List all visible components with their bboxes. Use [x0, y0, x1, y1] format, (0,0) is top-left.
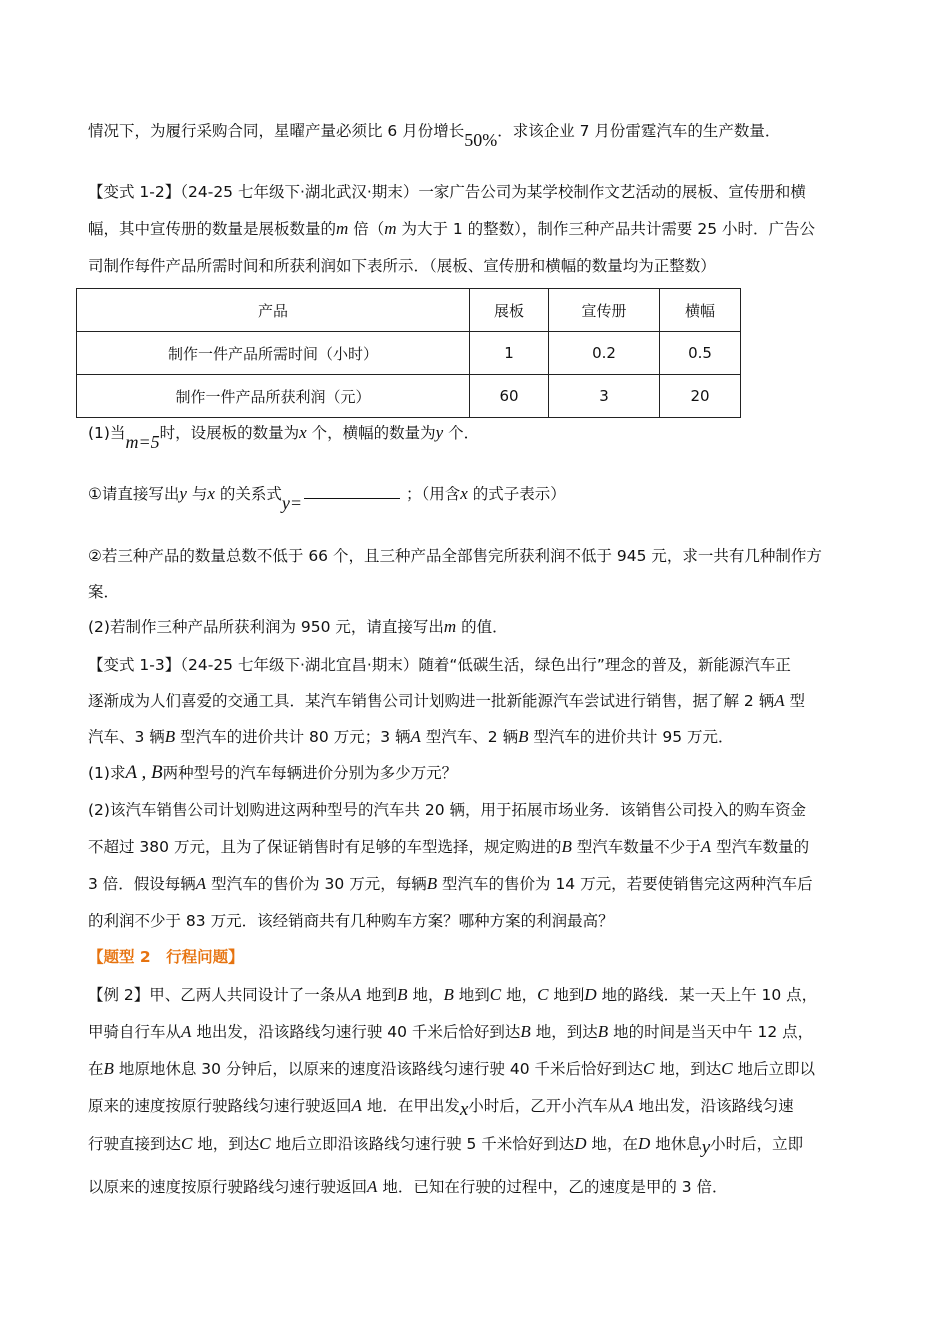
variable-b: B — [520, 1022, 531, 1041]
formula-text: m=5 — [125, 432, 160, 452]
paragraph-text: 小时后，立即 — [710, 1135, 804, 1153]
question-1-2-line-1 — [88, 545, 822, 567]
paragraph-text: (1)求 — [88, 764, 126, 782]
variant-tag: 【变式 1-2】 — [88, 183, 181, 201]
variable-x: x — [207, 484, 215, 503]
formula-m-equals-5 — [125, 432, 159, 452]
paragraph-text: 地，在 — [586, 1135, 639, 1153]
table-cell: 制作一件产品所需时间（小时） — [77, 332, 470, 375]
table-cell: 20 — [660, 375, 741, 418]
variable-a: A — [367, 1177, 378, 1196]
paragraph-text: 不超过 380 万元，且为了保证销售时有足够的车型选择，规定购进的 — [88, 838, 562, 856]
variable-m: m — [443, 617, 457, 636]
paragraph-text: 地休息 — [650, 1135, 702, 1153]
variable-y: y — [701, 1137, 711, 1158]
paragraph-text: 地到 — [548, 986, 585, 1004]
variable-c: C — [721, 1059, 733, 1078]
question-1-1 — [88, 482, 566, 513]
variant-1-2-line-2 — [88, 218, 815, 240]
variable-x: x — [460, 484, 468, 503]
variant-1-3-question-2-line-2 — [88, 836, 809, 858]
table-cell: 3 — [549, 375, 660, 418]
paragraph-text: ②若三种产品的数量总数不低于 66 个，且三种产品全部售完所获利润不低于 945 元，求一共有几种制作方 — [88, 547, 822, 565]
paragraph-text: 逐渐成为人们喜爱的交通工具．某汽车销售公司计划购进一批新能源汽车尝试进行销售，据了解 2 辆 — [88, 692, 775, 710]
table-header-cell: 横幅 — [660, 289, 741, 332]
section-title: 【题型 2 行程问题】 — [88, 948, 244, 966]
paragraph-text: 地， — [407, 986, 444, 1004]
variable-c: C — [537, 985, 549, 1004]
table-header-cell: 宣传册 — [549, 289, 660, 332]
paragraph-text: (1)当 — [88, 424, 126, 442]
paragraph-text: 幅，其中宣传册的数量是展板数量的 — [88, 220, 337, 238]
paragraph-text: 个． — [443, 424, 480, 442]
variable-m: m — [384, 219, 397, 238]
table-cell: 0.2 — [549, 332, 660, 375]
paragraph-text: 地，到达 — [530, 1023, 598, 1041]
paragraph-text: 地出发，沿该路线匀速行驶 40 千米后恰好到达 — [191, 1023, 521, 1041]
variable-d: D — [584, 985, 597, 1004]
paragraph-text: 为大于 1 的整数），制作三种产品共计需要 25 小时．广告公 — [396, 220, 815, 238]
variable-c: C — [181, 1134, 193, 1153]
table-cell: 60 — [470, 375, 549, 418]
paragraph-text: 型汽车的进价共计 95 万元． — [528, 728, 734, 746]
paragraph-text: ①请直接写出 — [88, 485, 180, 503]
variable-a: A — [181, 1022, 192, 1041]
variable-a: A — [195, 874, 207, 893]
example-tag: 【例 2】 — [88, 986, 150, 1004]
variable-a: A — [623, 1096, 634, 1115]
variable-y: y — [179, 484, 187, 503]
example-2-line-6 — [88, 1176, 728, 1198]
variable-b: B — [561, 837, 572, 856]
paragraph-text: 地后立即以 — [732, 1060, 816, 1078]
paragraph-text: (2)若制作三种产品所获利润为 950 元，请直接写出 — [88, 618, 444, 636]
paragraph-text: 的关系式 — [214, 485, 282, 503]
variable-a: A — [700, 837, 712, 856]
paragraph-text: 倍（ — [348, 220, 385, 238]
variable-a: A — [350, 985, 362, 1004]
variant-1-3-line-3 — [88, 726, 734, 748]
formula-y-equals — [282, 493, 302, 513]
paragraph-text: 3 倍．假设每辆 — [88, 875, 196, 893]
variable-c: C — [259, 1134, 271, 1153]
section-heading-travel — [88, 946, 244, 968]
variant-1-3-question-2-line-3 — [88, 873, 813, 895]
question-1 — [88, 421, 480, 452]
paragraph-text: 小时后，乙开小汽车从 — [468, 1097, 624, 1115]
variable-a: A — [351, 1096, 362, 1115]
paragraph-text: ；（用含 — [406, 485, 461, 503]
paragraph-text: （24-25 七年级下·湖北宜昌·期末）随着“低碳生活，绿色出行”理念的普及，新能源汽车正 — [180, 656, 791, 674]
paragraph-text: 的利润不少于 83 万元．该经销商共有几种购车方案？哪种方案的利润最高？ — [88, 912, 614, 930]
variable-a: A — [410, 727, 421, 746]
paragraph-text: 型汽车的售价为 30 万元，每辆 — [206, 875, 427, 893]
example-2-line-2 — [88, 1021, 813, 1043]
variable-y: y — [435, 423, 444, 442]
paragraph-text: 型汽车数量的 — [711, 838, 810, 856]
example-2-line-3 — [88, 1058, 815, 1080]
table-row — [77, 332, 741, 375]
variable-b: B — [443, 985, 454, 1004]
variable-c: C — [643, 1059, 655, 1078]
paragraph-text: 地原地休息 30 分钟后，以原来的速度沿该路线匀速行驶 40 千米后恰好到达 — [113, 1060, 643, 1078]
paragraph-text: 以原来的速度按原行驶路线匀速行驶返回 — [88, 1178, 368, 1196]
paragraph-text: 地出发，沿该路线匀速 — [633, 1097, 794, 1115]
paragraph-text: 两种型号的汽车每辆进价分别为多少万元？ — [162, 764, 458, 782]
percent-formula: 50% — [464, 130, 498, 150]
product-table — [76, 288, 741, 418]
example-2-line-4 — [88, 1095, 794, 1120]
paragraph-text: 在 — [88, 1060, 104, 1078]
paragraph-text: 原来的速度按原行驶路线匀速行驶返回 — [88, 1097, 352, 1115]
paragraph-text: 的值． — [456, 618, 508, 636]
variable-c: C — [489, 985, 502, 1004]
table-cell: 0.5 — [660, 332, 741, 375]
paragraph-text: 司制作每件产品所需时间和所获利润如下表所示．（展板、宣传册和横幅的数量均为正整数） — [88, 257, 716, 275]
intro-paragraph — [88, 119, 781, 150]
paragraph-text: 型汽车数量不少于 — [571, 838, 701, 856]
paragraph-text: 地，到达 — [192, 1135, 260, 1153]
paragraph-text: 甲、乙两人共同设计了一条从 — [149, 986, 351, 1004]
question-1-2-line-2 — [88, 581, 119, 603]
table-header-row — [77, 289, 741, 332]
table-row — [77, 375, 741, 418]
paragraph-text: 汽车、3 辆 — [88, 728, 165, 746]
example-2-line-1 — [88, 984, 817, 1006]
intro-text-end: ．求该企业 7 月份雷霆汽车的生产数量． — [497, 122, 781, 140]
paragraph-text: 案． — [88, 583, 120, 601]
paragraph-text: 型 — [784, 692, 806, 710]
paragraph-text: (2)该汽车销售公司计划购进这两种型号的汽车共 20 辆，用于拓展市场业务．该销售公司投入的购车资金 — [88, 801, 807, 819]
variable-b: B — [426, 874, 438, 893]
paragraph-text: 地， — [501, 986, 538, 1004]
table-header-cell: 展板 — [470, 289, 549, 332]
paragraph-text: 个，横幅的数量为 — [306, 424, 436, 442]
paragraph-text: 型汽车的进价共计 80 万元；3 辆 — [175, 728, 411, 746]
formula-a-b: A , B — [125, 762, 163, 783]
intro-text: 情况下，为履行采购合同，星曜产量必须比 6 月份增长 — [88, 122, 465, 140]
paragraph-text: 地．在甲出发 — [361, 1097, 460, 1115]
question-2 — [88, 616, 508, 638]
paragraph-text: 的式子表示） — [467, 485, 566, 503]
variable-m: m — [336, 219, 349, 238]
answer-blank — [304, 483, 400, 499]
variant-1-2-line-1 — [88, 181, 806, 203]
paragraph-text: 时，设展板的数量为 — [159, 424, 300, 442]
paragraph-text: 地，到达 — [654, 1060, 722, 1078]
paragraph-text: 地到 — [453, 986, 490, 1004]
paragraph-text: 型汽车、2 辆 — [420, 728, 519, 746]
paragraph-text: 行驶直接到达 — [88, 1135, 182, 1153]
variant-1-3-question-1 — [88, 762, 457, 784]
variant-1-3-line-1 — [88, 654, 791, 676]
variant-1-3-question-2-line-4 — [88, 910, 614, 932]
formula-text: y= — [281, 493, 303, 513]
table-cell: 1 — [470, 332, 549, 375]
variable-b: B — [164, 727, 176, 746]
example-2-line-5 — [88, 1133, 804, 1158]
variable-d: D — [638, 1134, 651, 1153]
paragraph-text: 型汽车的售价为 14 万元，若要使销售完这两种汽车后 — [437, 875, 813, 893]
paragraph-text: 地．已知在行驶的过程中，乙的速度是甲的 3 倍． — [377, 1178, 728, 1196]
variable-b: B — [597, 1022, 609, 1041]
paragraph-text: 地后立即沿该路线匀速行驶 5 千米恰好到达 — [270, 1135, 575, 1153]
paragraph-text: 地的路线．某一天上午 10 点， — [596, 986, 818, 1004]
variable-b: B — [103, 1059, 114, 1078]
variant-1-3-question-2-line-1 — [88, 799, 806, 821]
table-cell: 制作一件产品所获利润（元） — [77, 375, 470, 418]
variable-x: x — [299, 423, 307, 442]
variable-x: x — [459, 1099, 469, 1120]
variable-b: B — [518, 727, 529, 746]
table-header-cell: 产品 — [77, 289, 470, 332]
variable-a: A — [774, 691, 785, 710]
paragraph-text: 地到 — [361, 986, 398, 1004]
variable-b: B — [397, 985, 408, 1004]
paragraph-text: 地的时间是当天中午 12 点， — [608, 1023, 814, 1041]
paragraph-text: （24-25 七年级下·湖北武汉·期末）一家广告公司为某学校制作文艺活动的展板、宣传册和横 — [180, 183, 806, 201]
variant-1-2-line-3 — [88, 255, 716, 277]
variant-tag: 【变式 1-3】 — [88, 656, 181, 674]
variant-1-3-line-2 — [88, 690, 805, 712]
paragraph-text: 甲骑自行车从 — [88, 1023, 182, 1041]
paragraph-text: 与 — [186, 485, 208, 503]
variable-d: D — [574, 1134, 587, 1153]
